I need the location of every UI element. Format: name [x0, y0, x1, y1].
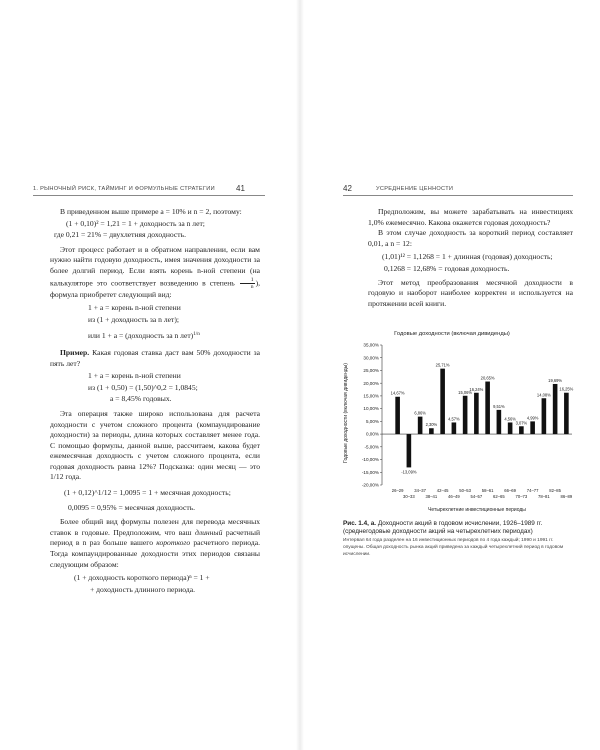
- chart-value-label: 14,08%: [536, 392, 551, 398]
- paragraph: Предположим, вы можете зарабатывать на инвестициях 1,0% ежемесячно. Какова окажется годовая доходность?: [368, 207, 573, 227]
- paragraph-text: расчетного периода. Тогда компаундированные доходности этих периодов связаны следующим образом:: [50, 538, 261, 569]
- caption-note: Интервал 64 года разделен на 16 инвестиционных периодов по 4 года каждый; 1990 и 1991 гг. опущены. Общая доходность рынка акций приведена за каждый четырехлетний период в годовом исчислении.: [343, 538, 564, 557]
- caption-label: Рис. 1.4, а.: [343, 520, 377, 527]
- chart-bar: [508, 422, 513, 434]
- paragraph: [50, 517, 260, 570]
- chart-value-label: 16,24%: [469, 386, 484, 392]
- example-label: Пример.: [60, 347, 90, 357]
- chart-bar: [542, 398, 547, 434]
- chart-value-label: 25,71%: [435, 362, 450, 368]
- paragraph: [50, 245, 260, 300]
- chart-value-label: 9,51%: [493, 403, 505, 409]
- chart-x-tick-label: 50–53: [459, 488, 471, 493]
- chart-bar: [395, 397, 400, 434]
- formula-exponent: 1/n: [193, 331, 200, 338]
- paragraph: Эта операция также широко использована для расчета доходности с учетом сложного процента (компаундирование доходности) за периоды, длина которых составляет менее года. С помощью формулы, данной выше, рассчитаем, какова будет ежемесячная доходность с учетом сложного процента, если годовая доходность равна 12%? Подсказка: один месяц — это 1/12 года.: [50, 408, 260, 482]
- chart-y-tick-label: 10,00%: [363, 406, 379, 412]
- emphasis: короткого: [156, 538, 191, 548]
- formula: где 0,21 = 21% = двухлетняя доходность.: [54, 230, 186, 240]
- fraction-numerator: 1: [240, 277, 255, 284]
- chart-x-tick-label: 66–69: [504, 488, 516, 493]
- chart-value-label: 4,99%: [526, 415, 539, 421]
- formula: [50, 329, 260, 342]
- chart-x-tick-label: 46–49: [448, 494, 460, 499]
- formula: (1 + доходность короткого периода)ⁿ = 1 +: [74, 573, 210, 583]
- chart-x-tick-label: 74–77: [526, 488, 539, 493]
- paragraph-text: Какая годовая ставка даст вам 50% доходности за пять лет?: [50, 347, 260, 368]
- running-head-left: 1. РЫНОЧНЫЙ РИСК, ТАЙМИНГ И ФОРМУЛЬНЫЕ СТРАТЕГИИ: [33, 186, 215, 192]
- chart-x-tick-label: 62–65: [493, 494, 505, 499]
- formula: (1,01)¹² = 1,1268 = 1 + длинная (годовая) доходность;: [382, 252, 553, 262]
- chart-x-tick-label: 38–41: [425, 494, 438, 499]
- paragraph: В приведенном выше примере a = 10% и n = 2, поэтому:: [60, 207, 242, 216]
- figure-caption: [343, 520, 573, 558]
- chart-bar: [519, 426, 524, 434]
- formula: из (1 + доходность за n лет);: [88, 314, 179, 324]
- chart-value-label: 20,65%: [480, 375, 495, 381]
- paragraph: [50, 348, 260, 369]
- chart-x-tick-label: 30–33: [403, 494, 415, 499]
- chart-y-tick-label: 0,00%: [365, 431, 379, 437]
- chart-bars: [395, 369, 568, 468]
- chart-value-label: 4,57%: [448, 416, 460, 422]
- chart-y-tick-label: 5,00%: [365, 418, 379, 424]
- chart-bar: [553, 384, 558, 434]
- formula: (1 + 0,10)² = 1,21 = 1 + доходность за n лет;: [66, 218, 205, 228]
- formula: 0,0095 = 0,95% = месячная доходность.: [68, 502, 196, 512]
- chart-value-label: 14,67%: [390, 390, 405, 396]
- chart-y-tick-label: 30,00%: [363, 355, 379, 361]
- formula: (1 + 0,12)^1/12 = 1,0095 = 1 + месячная доходность;: [64, 488, 231, 498]
- chart-y-tick-label: -5,00%: [364, 444, 379, 450]
- formula: из (1 + 0,50) = (1,50)^0,2 = 1,0845;: [88, 382, 198, 392]
- chart-x-tick-label: 58–61: [481, 488, 494, 493]
- chart-x-ticks: [392, 488, 573, 499]
- chart-y-tick-label: 25,00%: [363, 368, 379, 374]
- chart-bar: [463, 396, 468, 434]
- chart-title: Годовые доходности (включая дивиденды): [394, 331, 510, 337]
- caption-text: Доходности акций в годовом исчислении, 1926–1989 гг. (среднегодовые доходности акций на четырехлетних периодах): [343, 520, 543, 536]
- chart-bar: [564, 393, 569, 434]
- chart-y-tick-label: 35,00%: [363, 342, 379, 348]
- page-number-right: 42: [343, 184, 352, 193]
- chart-value-label: 19,69%: [548, 377, 563, 383]
- chart-bar: [530, 421, 535, 434]
- chart-y-tick-label: -20,00%: [361, 482, 379, 488]
- paragraph-text: Более общий вид формулы полезен для перевода месячных ставок в годовые. Предположим, что ваш: [50, 517, 260, 537]
- chart-value-label: 2,30%: [425, 422, 438, 428]
- chart-x-tick-label: 78–81: [538, 494, 550, 499]
- running-head-right: УСРЕДНЕНИЕ ЦЕННОСТИ: [376, 186, 454, 192]
- header-rule-right: [343, 195, 573, 196]
- formula: 1 + a = корень n-ной степени: [88, 371, 181, 381]
- page-number-left: 41: [236, 184, 245, 193]
- chart-bar: [485, 382, 490, 435]
- chart-value-label: 15,06%: [458, 389, 473, 395]
- fraction-denominator: n: [250, 283, 254, 290]
- chart-y-tick-label: -10,00%: [361, 457, 379, 463]
- fraction: [240, 277, 255, 290]
- chart-x-axis-label: Четырехлетние инвестиционные периоды: [428, 507, 526, 513]
- chart-x-tick-label: 42–45: [436, 488, 449, 493]
- chart-y-tick-label: 20,00%: [363, 380, 379, 386]
- chart-bar: [418, 417, 423, 434]
- chart-x-tick-label: 86–89: [560, 494, 573, 499]
- chart-y-axis-label: Годовые доходности (включая дивиденды): [343, 363, 349, 463]
- chart-x-tick-label: 54–57: [470, 494, 483, 499]
- chart-bar: [407, 434, 412, 467]
- left-body: [50, 207, 260, 596]
- chart-bar: [452, 422, 457, 434]
- chart-x-tick-label: 82–85: [549, 488, 561, 493]
- chart-y-tick-label: -15,00%: [361, 469, 379, 475]
- formula: a = 8,45% годовых.: [110, 394, 172, 404]
- paragraph: В этом случае доходность за короткий период составляет 0,01, а n = 12:: [368, 228, 573, 248]
- chart-x-tick-label: 26–29: [391, 488, 404, 493]
- formula-text: или 1 + a = (доходность за n лет): [88, 331, 194, 341]
- chart-value-label: 3,07%: [515, 420, 528, 426]
- chart-x-tick-label: 70–73: [515, 494, 528, 499]
- chart-bar: [440, 369, 445, 434]
- right-body: [368, 207, 573, 309]
- right-page: [300, 0, 600, 750]
- chart-value-label: 6,86%: [414, 410, 426, 416]
- chart-y-tick-label: 15,00%: [363, 393, 379, 399]
- chart-value-label: 16,25%: [559, 386, 574, 392]
- chart-bar: [474, 393, 479, 434]
- returns-bar-chart: [340, 325, 580, 515]
- formula: 1 + a = корень n-ной степени: [88, 303, 181, 313]
- paragraph: Этот метод преобразования месячной доходности в годовую и наоборот наиболее корректен и используется на протяжении всей книги.: [368, 277, 573, 308]
- paragraph-text: ), формула приобретет следующий вид:: [50, 277, 260, 299]
- caption-title: [343, 520, 573, 536]
- chart-value-label: 4,56%: [504, 416, 516, 422]
- chart-value-label: -13,09%: [401, 469, 417, 475]
- chart-bar: [497, 410, 502, 434]
- paragraph-text: расчетный период в n раз больше вашего: [50, 527, 261, 548]
- chart-bar: [429, 428, 434, 434]
- formula: + доходность длинного периода.: [90, 584, 195, 594]
- header-rule-left: [33, 195, 265, 196]
- chart-x-tick-label: 34–37: [414, 488, 426, 493]
- formula: 0,1268 = 12,68% = годовая доходность.: [384, 263, 510, 273]
- paragraph-text: Этот процесс работает и в обратном направлении, если вам нужно найти годовую доходность, имея значения доходности за более долгий период. Если взять корень n-ной степени (на калькуляторе это соответствует возведению в степень: [50, 244, 260, 287]
- emphasis: длинный: [194, 527, 223, 537]
